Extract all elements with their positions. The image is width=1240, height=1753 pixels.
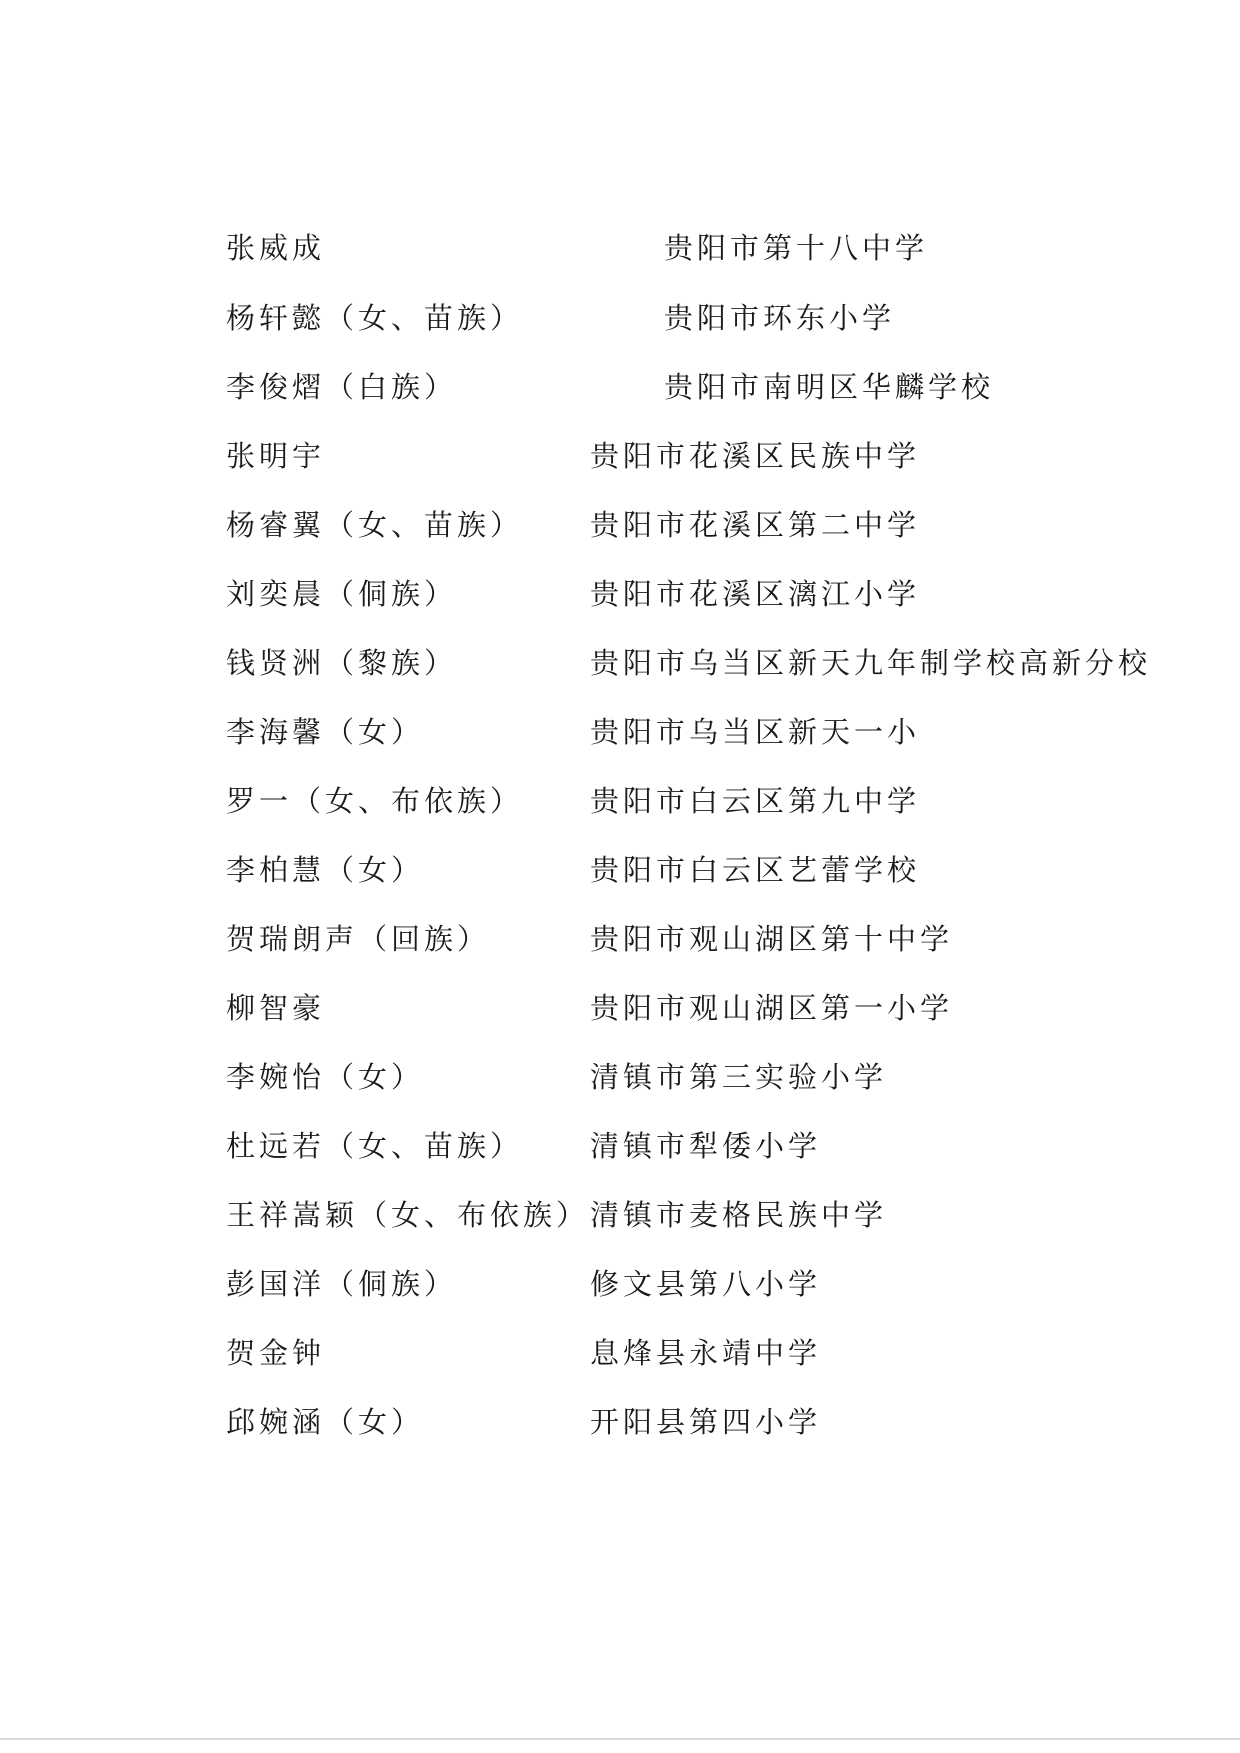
person-name: 钱贤洲（黎族） <box>226 646 458 680</box>
list-item <box>0 436 1240 486</box>
school-name: 清镇市第三实验小学 <box>590 1060 888 1094</box>
list-item <box>0 1126 1240 1176</box>
school-name: 贵阳市花溪区漓江小学 <box>590 577 921 611</box>
list-item <box>0 919 1240 969</box>
person-name: 柳智豪 <box>226 991 326 1025</box>
list-item <box>0 781 1240 831</box>
school-name: 贵阳市白云区艺蕾学校 <box>590 853 921 887</box>
list-item <box>0 574 1240 624</box>
person-name: 杜远若（女、苗族） <box>226 1129 524 1163</box>
person-name: 张明宇 <box>226 439 326 473</box>
person-name: 贺金钟 <box>226 1336 326 1370</box>
list-item <box>0 643 1240 693</box>
person-name: 贺瑞朗声（回族） <box>226 922 491 956</box>
person-name: 刘奕晨（侗族） <box>226 577 458 611</box>
school-name: 修文县第八小学 <box>590 1267 822 1301</box>
person-name: 罗一（女、布依族） <box>226 784 524 818</box>
list-item <box>0 988 1240 1038</box>
list-item <box>0 367 1240 417</box>
person-name: 李柏慧（女） <box>226 853 425 887</box>
school-name: 贵阳市花溪区民族中学 <box>590 439 921 473</box>
person-name: 李俊熠（白族） <box>226 370 458 404</box>
list-item <box>0 850 1240 900</box>
person-name: 李海馨（女） <box>226 715 425 749</box>
list-item <box>0 1402 1240 1452</box>
list-item <box>0 1333 1240 1383</box>
school-name: 贵阳市花溪区第二中学 <box>590 508 921 542</box>
school-name: 开阳县第四小学 <box>590 1405 822 1439</box>
person-name: 李婉怡（女） <box>226 1060 425 1094</box>
person-name: 张威成 <box>226 231 326 265</box>
list-item <box>0 505 1240 555</box>
school-name: 贵阳市观山湖区第一小学 <box>590 991 954 1025</box>
person-name: 王祥嵩颖（女、布依族） <box>226 1198 590 1232</box>
person-name: 邱婉涵（女） <box>226 1405 425 1439</box>
person-name: 杨睿翼（女、苗族） <box>226 508 524 542</box>
list-item <box>0 228 1240 278</box>
school-name: 贵阳市乌当区新天九年制学校高新分校 <box>590 646 1152 680</box>
list-item <box>0 1195 1240 1245</box>
school-name: 贵阳市乌当区新天一小 <box>590 715 921 749</box>
school-name: 贵阳市白云区第九中学 <box>590 784 921 818</box>
list-item <box>0 1264 1240 1314</box>
page-bottom-divider <box>0 1738 1240 1740</box>
school-name: 贵阳市南明区华麟学校 <box>664 370 995 404</box>
school-name: 清镇市麦格民族中学 <box>590 1198 888 1232</box>
school-name: 贵阳市第十八中学 <box>664 231 929 265</box>
person-name: 杨轩懿（女、苗族） <box>226 301 524 335</box>
list-item <box>0 298 1240 348</box>
person-name: 彭国洋（侗族） <box>226 1267 458 1301</box>
school-name: 清镇市犁倭小学 <box>590 1129 822 1163</box>
list-item <box>0 712 1240 762</box>
school-name: 息烽县永靖中学 <box>590 1336 822 1370</box>
school-name: 贵阳市观山湖区第十中学 <box>590 922 954 956</box>
list-item <box>0 1057 1240 1107</box>
school-name: 贵阳市环东小学 <box>664 301 896 335</box>
